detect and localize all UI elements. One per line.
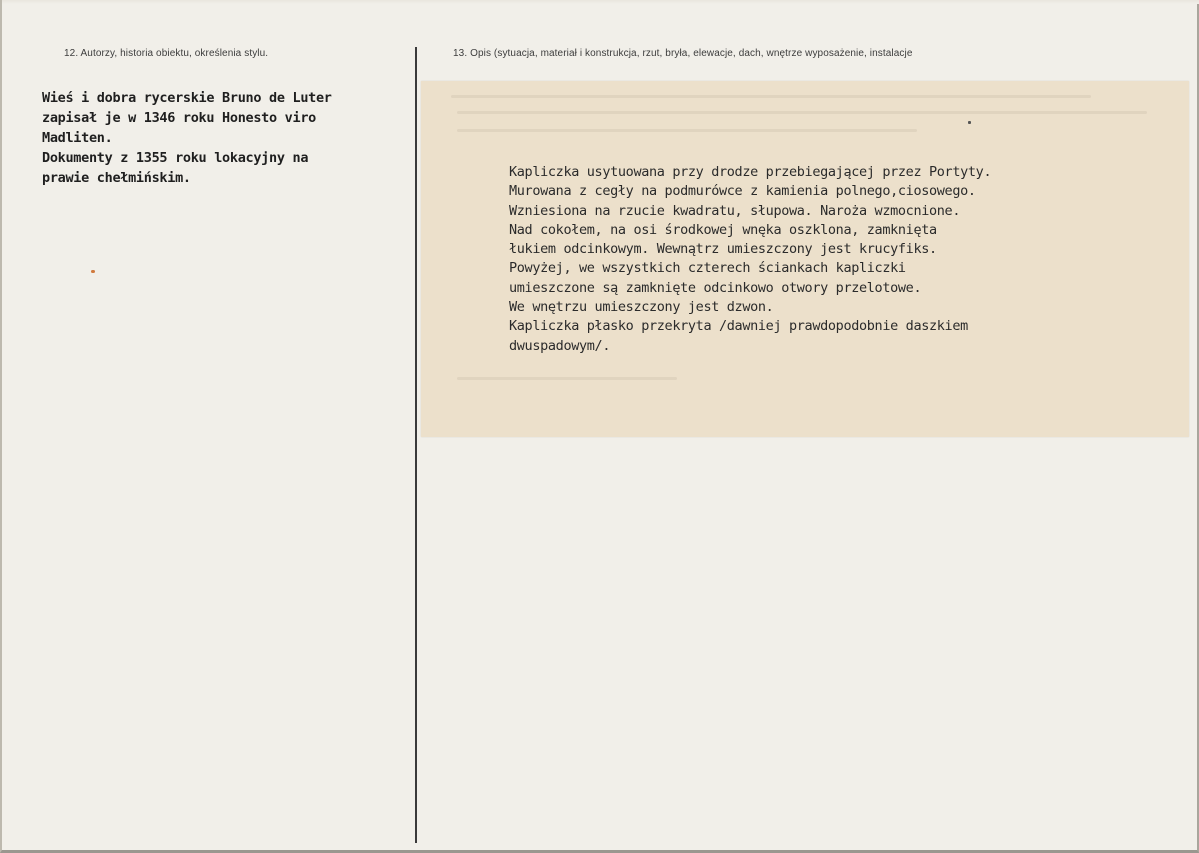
section-13-line: Kapliczka usytuowana przy drodze przebiegającej przez Portyty. bbox=[509, 164, 992, 180]
section-12-heading: 12. Autorzy, historia obiektu, określenia stylu. bbox=[64, 48, 269, 59]
section-12-line: Dokumenty z 1355 roku lokacyjny na bbox=[42, 150, 309, 166]
section-13-line: dwuspadowym/. bbox=[509, 337, 611, 354]
section-13-line: Powyżej, we wszystkich czterech ściankach kapliczki bbox=[509, 260, 906, 277]
section-13-line: łukiem odcinkowym. Wewnątrz umieszczony jest krucyfiks. bbox=[509, 241, 937, 258]
section-13-line: umieszczone są zamknięte odcinkowo otwory przelotowe. bbox=[509, 279, 922, 296]
faded-bleed-through-line bbox=[451, 95, 1091, 98]
section-12-line: Wieś i dobra rycerskie Bruno de Luter bbox=[42, 90, 332, 106]
faded-bleed-through-line bbox=[457, 111, 1147, 114]
section-13-line: Nad cokołem, na osi środkowej wnęka oszklona, zamknięta bbox=[509, 221, 937, 238]
section-13-line: We wnętrzu umieszczony jest dzwon. bbox=[509, 299, 774, 316]
section-12-line: prawie chełmińskim. bbox=[42, 170, 191, 186]
section-13-heading: 13. Opis (sytuacja, materiał i konstrukcja, rzut, bryła, elewacje, dach, wnętrze wyposażenie, instalacje bbox=[453, 48, 913, 59]
section-12-line: zapisał je w 1346 roku Honesto viro bbox=[42, 110, 316, 126]
card-top-edge bbox=[2, 0, 1199, 4]
column-divider bbox=[415, 47, 417, 843]
paper-speck bbox=[91, 270, 95, 273]
paper-dot bbox=[968, 121, 971, 124]
section-13-line: Kapliczka płasko przekryta /dawniej prawdopodobnie daszkiem bbox=[509, 318, 968, 335]
section-13-body bbox=[509, 163, 1169, 356]
section-12-body bbox=[42, 88, 412, 188]
faded-bleed-through-line bbox=[457, 129, 917, 132]
faded-bleed-through-line bbox=[457, 377, 677, 380]
section-13-line: Murowana z cegły na podmurówce z kamienia polnego,ciosowego. bbox=[509, 183, 976, 200]
section-13-line: Wzniesiona na rzucie kwadratu, słupowa. Naroża wzmocnione. bbox=[509, 202, 961, 219]
section-12-line: Madliten. bbox=[42, 130, 113, 146]
